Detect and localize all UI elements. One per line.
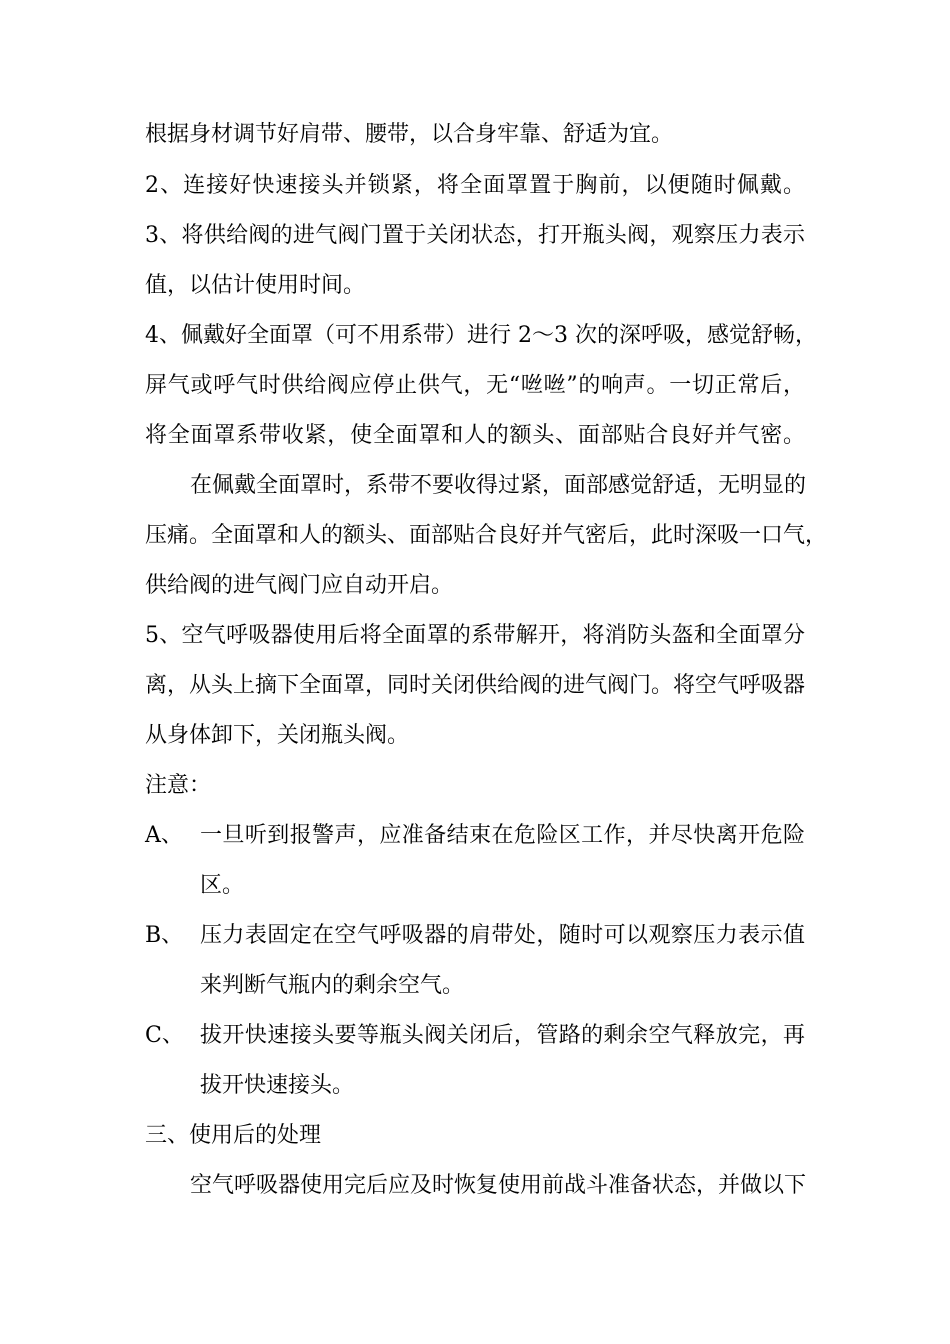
note-marker: B、 — [145, 923, 184, 948]
text-line: 3、将供给阀的进气阀门置于关闭状态，打开瓶头阀，观察压力表示 — [145, 223, 805, 248]
text-line: 将全面罩系带收紧，使全面罩和人的额头、面部贴合良好并气密。 — [145, 423, 805, 448]
paragraph-line: 供给阀的进气阀门应自动开启。 — [145, 573, 454, 598]
note-text: 压力表固定在空气呼吸器的肩带处，随时可以观察压力表示值 — [200, 923, 805, 948]
text-line: 值，以估计使用时间。 — [145, 273, 366, 298]
text-line: 4、佩戴好全面罩（可不用系带）进行 2～3 次的深呼吸，感觉舒畅， — [145, 323, 817, 348]
note-text: 拔开快速接头。 — [200, 1073, 355, 1098]
text-line: 5、空气呼吸器使用后将全面罩的系带解开，将消防头盔和全面罩分 — [145, 623, 805, 648]
section-heading: 三、使用后的处理 — [145, 1123, 322, 1148]
text-line: 屏气或呼气时供给阀应停止供气，无“咝咝”的响声。一切正常后， — [145, 373, 805, 398]
note-text: 一旦听到报警声，应准备结束在危险区工作，并尽快离开危险 — [200, 823, 805, 848]
paragraph-line: 压痛。全面罩和人的额头、面部贴合良好并气密后，此时深吸一口气， — [145, 523, 828, 548]
text-line: 2、连接好快速接头并锁紧，将全面罩置于胸前，以便随时佩戴。 — [145, 173, 805, 198]
note-title: 注意： — [145, 773, 212, 798]
paragraph-line: 在佩戴全面罩时，系带不要收得过紧，面部感觉舒适，无明显的 — [190, 473, 807, 498]
note-marker: C、 — [145, 1023, 184, 1048]
text-line: 根据身材调节好肩带、腰带，以合身牢靠、舒适为宜。 — [145, 122, 674, 147]
note-text: 来判断气瓶内的剩余空气。 — [200, 973, 465, 998]
note-marker: A、 — [145, 823, 183, 848]
paragraph-line: 空气呼吸器使用完后应及时恢复使用前战斗准备状态，并做以下 — [190, 1173, 807, 1198]
note-text: 拔开快速接头要等瓶头阀关闭后，管路的剩余空气释放完，再 — [200, 1023, 805, 1048]
text-line: 从身体卸下，关闭瓶头阀。 — [145, 723, 410, 748]
text-line: 离，从头上摘下全面罩，同时关闭供给阀的进气阀门。将空气呼吸器 — [145, 673, 806, 698]
note-text: 区。 — [200, 873, 245, 898]
